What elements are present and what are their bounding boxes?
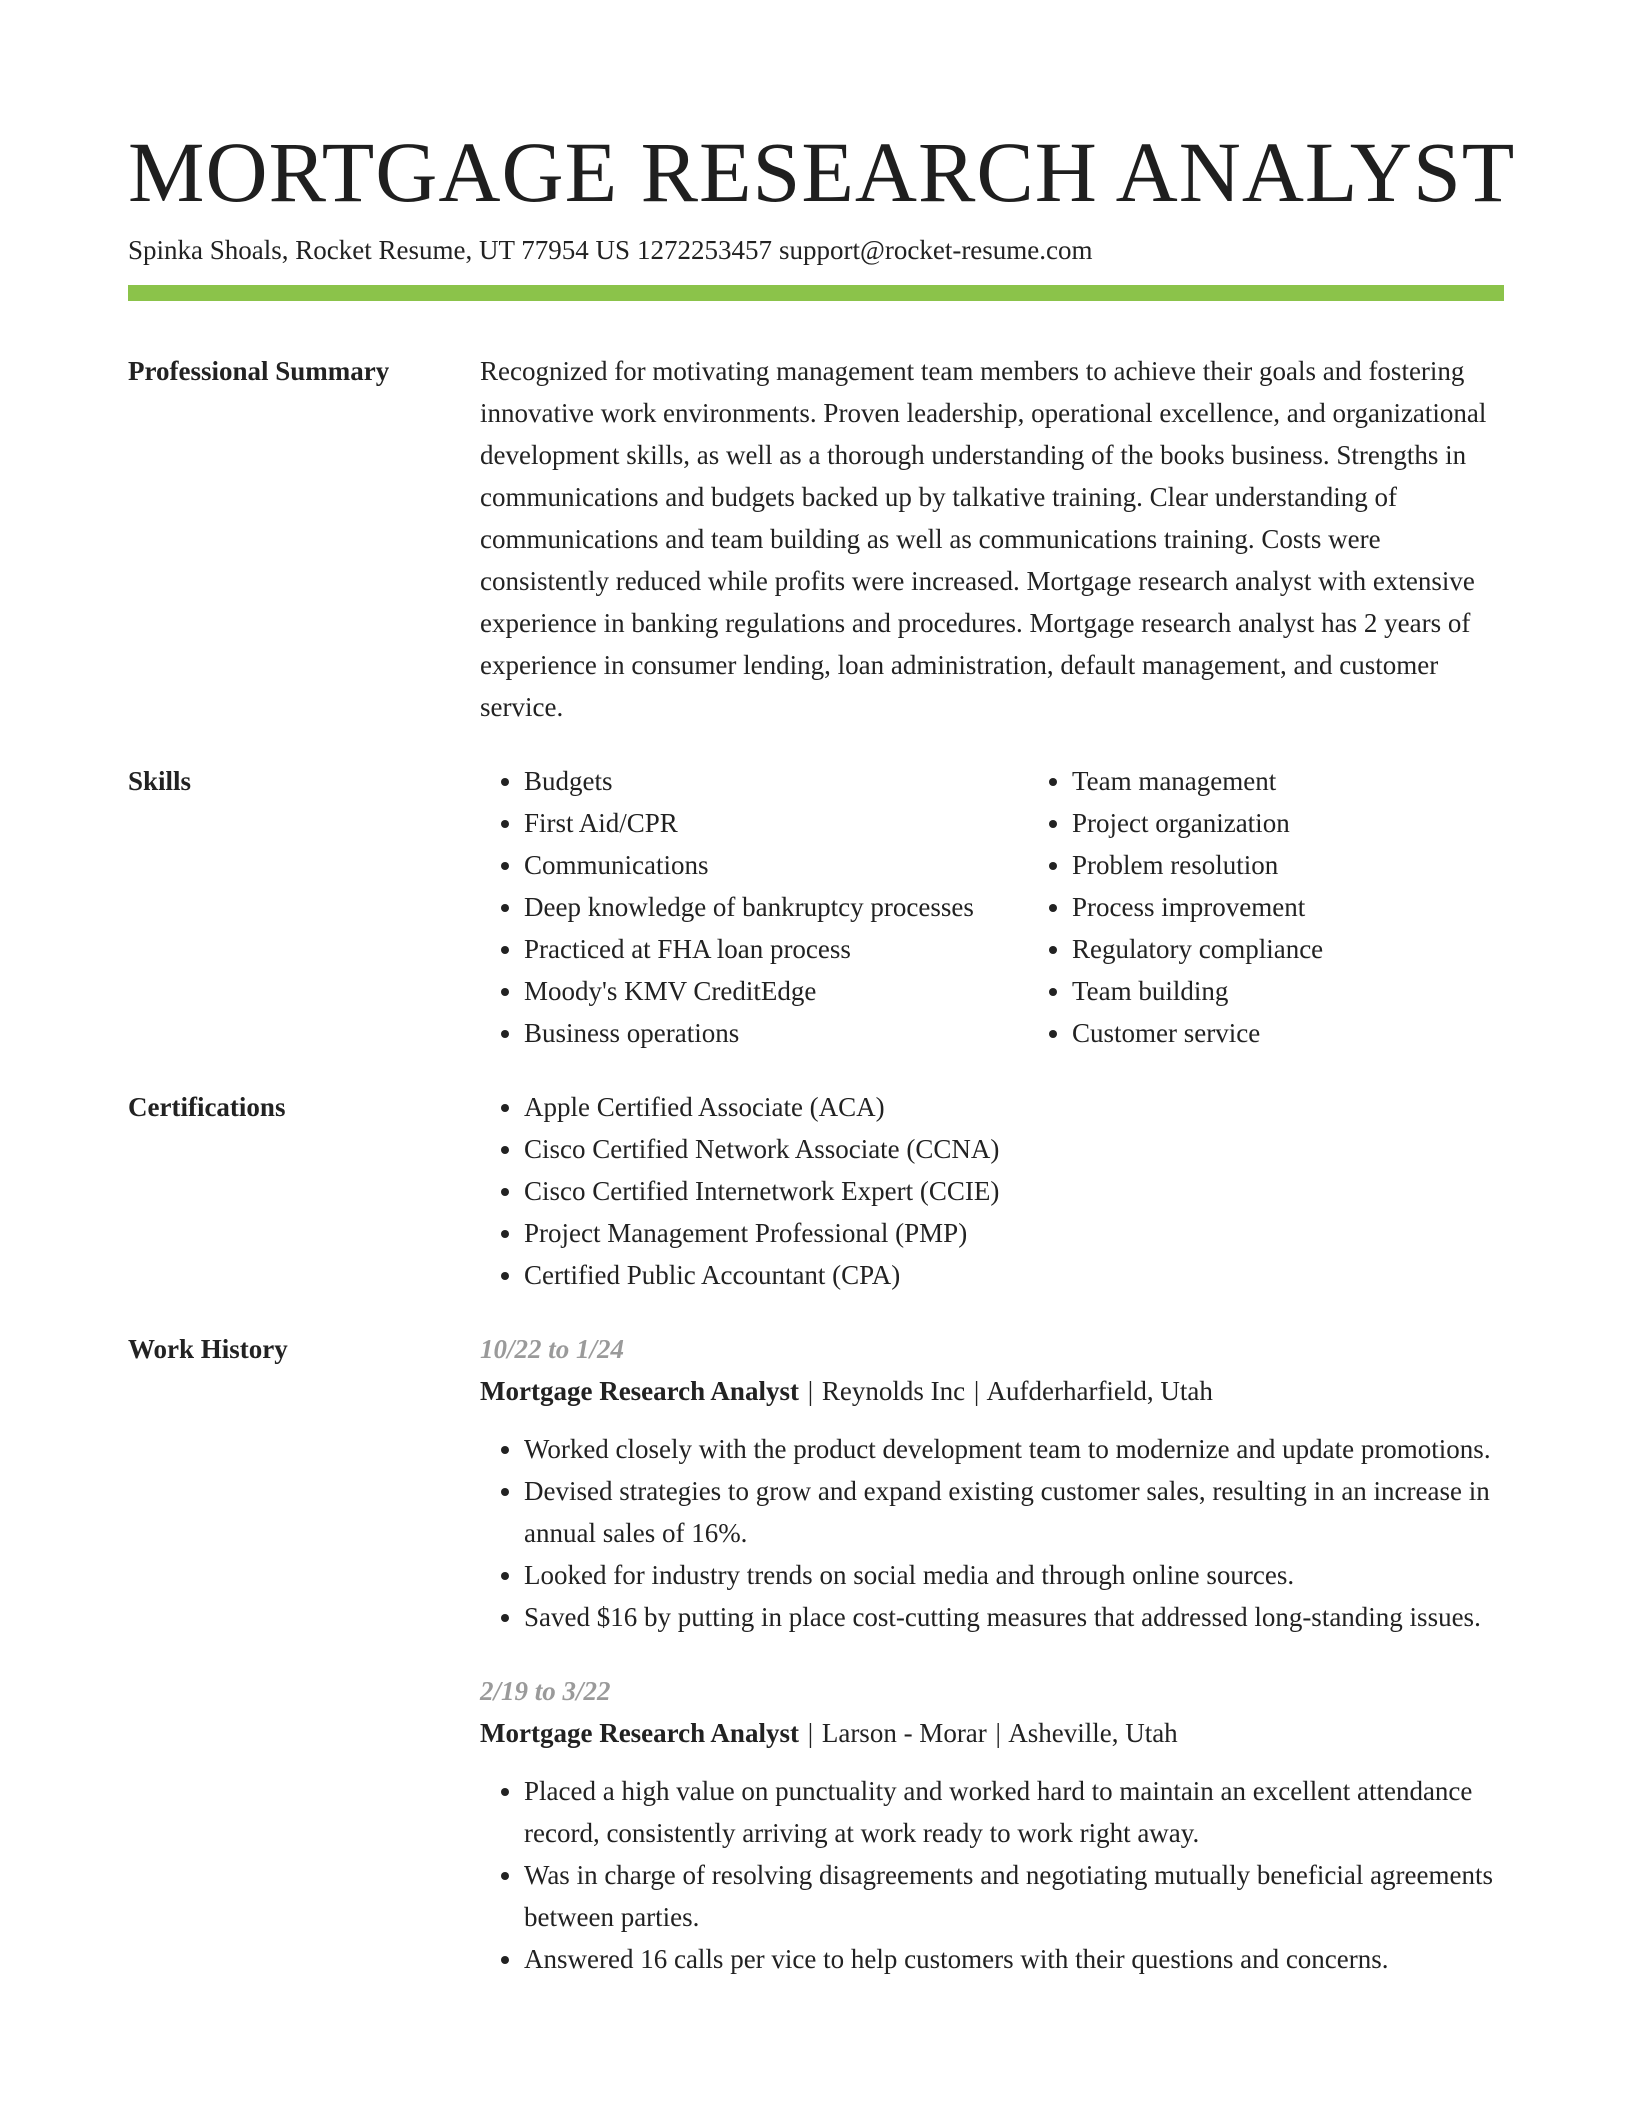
skills-list-right	[1028, 760, 1576, 1054]
resume-page	[128, 118, 1516, 1980]
list-item: • Cisco Certified Network Associate (CCNA)	[524, 1128, 1504, 1170]
summary-text: Recognized for motivating management team members to achieve their goals and fostering innovative work environments. Proven leadership, operational excellence, and organizational development skills, as well as a thorough understanding of the books business. Strengths in communications and budgets backed up by talkative training. Clear understanding of communications and team building as well as communications training. Costs were consistently reduced while profits were increased. Mortgage research analyst with extensive experience in banking regulations and procedures. Mortgage research analyst has 2 years of experience in consumer lending, loan administration, default management, and customer service.	[480, 356, 1487, 722]
list-item: • Worked closely with the product development team to modernize and update promotions.	[524, 1428, 1504, 1470]
list-item: • Certified Public Accountant (CPA)	[524, 1254, 1504, 1296]
list-item: • Budgets	[524, 760, 1028, 802]
list-item: • Was in charge of resolving disagreements and negotiating mutually beneficial agreements between parties.	[524, 1854, 1504, 1938]
job-dates: 2/19 to 3/22	[480, 1676, 611, 1706]
list-item: • Team building	[1072, 970, 1576, 1012]
list-item: • Practiced at FHA loan process	[524, 928, 1028, 970]
professional-summary-section	[128, 350, 1504, 728]
section-label: Skills	[128, 766, 192, 796]
list-item: • Business operations	[524, 1012, 1028, 1054]
section-label: Certifications	[128, 1092, 286, 1122]
list-item: • Placed a high value on punctuality and worked hard to maintain an excellent attendance record, consistently arriving at work ready to work right away.	[524, 1770, 1504, 1854]
list-item: • Cisco Certified Internetwork Expert (CCIE)	[524, 1170, 1504, 1212]
certifications-list	[480, 1086, 1504, 1296]
list-item: • Communications	[524, 844, 1028, 886]
job-company: Reynolds Inc	[821, 1376, 966, 1406]
job-heading: Mortgage Research Analyst | Larson - Morar | Asheville, Utah	[480, 1718, 1178, 1748]
job-title: Mortgage Research Analyst	[480, 1718, 799, 1748]
job-dates: 10/22 to 1/24	[480, 1334, 625, 1364]
work-history-section	[128, 1328, 1504, 1980]
list-item: • Problem resolution	[1072, 844, 1576, 886]
job-entry	[480, 1328, 1504, 1638]
list-item: • Looked for industry trends on social media and through online sources.	[524, 1554, 1504, 1596]
list-item: • Team management	[1072, 760, 1576, 802]
header-divider	[128, 285, 1504, 301]
job-title: Mortgage Research Analyst	[480, 1376, 799, 1406]
list-item: • Answered 16 calls per vice to help customers with their questions and concerns.	[524, 1938, 1504, 1980]
job-bullets	[480, 1428, 1504, 1638]
certifications-section	[128, 1086, 1504, 1296]
skills-section	[128, 760, 1504, 1054]
job-location: Aufderharfield, Utah	[986, 1376, 1213, 1406]
contact-line	[128, 232, 1504, 268]
list-item: • Project organization	[1072, 802, 1576, 844]
list-item: • Customer service	[1072, 1012, 1576, 1054]
contact-email[interactable]: support@rocket-resume.com	[779, 235, 1093, 265]
contact-phone: 1272253457	[637, 235, 772, 265]
list-item: • Moody's KMV CreditEdge	[524, 970, 1028, 1012]
contact-address: Spinka Shoals, Rocket Resume, UT 77954 US	[128, 235, 630, 265]
list-item: • Project Management Professional (PMP)	[524, 1212, 1504, 1254]
list-item: • Deep knowledge of bankruptcy processes	[524, 886, 1028, 928]
job-company: Larson - Morar	[821, 1718, 987, 1748]
job-bullets	[480, 1770, 1504, 1980]
job-heading: Mortgage Research Analyst | Reynolds Inc | Aufderharfield, Utah	[480, 1376, 1213, 1406]
list-item: • Saved $16 by putting in place cost-cutting measures that addressed long-standing issues.	[524, 1596, 1504, 1638]
list-item: • Regulatory compliance	[1072, 928, 1576, 970]
job-entry	[480, 1670, 1504, 1980]
skills-list-left	[480, 760, 1028, 1054]
job-location: Asheville, Utah	[1008, 1718, 1178, 1748]
section-label: Work History	[128, 1334, 288, 1364]
list-item: • First Aid/CPR	[524, 802, 1028, 844]
candidate-name: MORTGAGE RESEARCH ANALYST	[128, 124, 1516, 220]
list-item: • Apple Certified Associate (ACA)	[524, 1086, 1504, 1128]
list-item: • Devised strategies to grow and expand existing customer sales, resulting in an increase in annual sales of 16%.	[524, 1470, 1504, 1554]
list-item: • Process improvement	[1072, 886, 1576, 928]
section-label: Professional Summary	[128, 356, 390, 386]
